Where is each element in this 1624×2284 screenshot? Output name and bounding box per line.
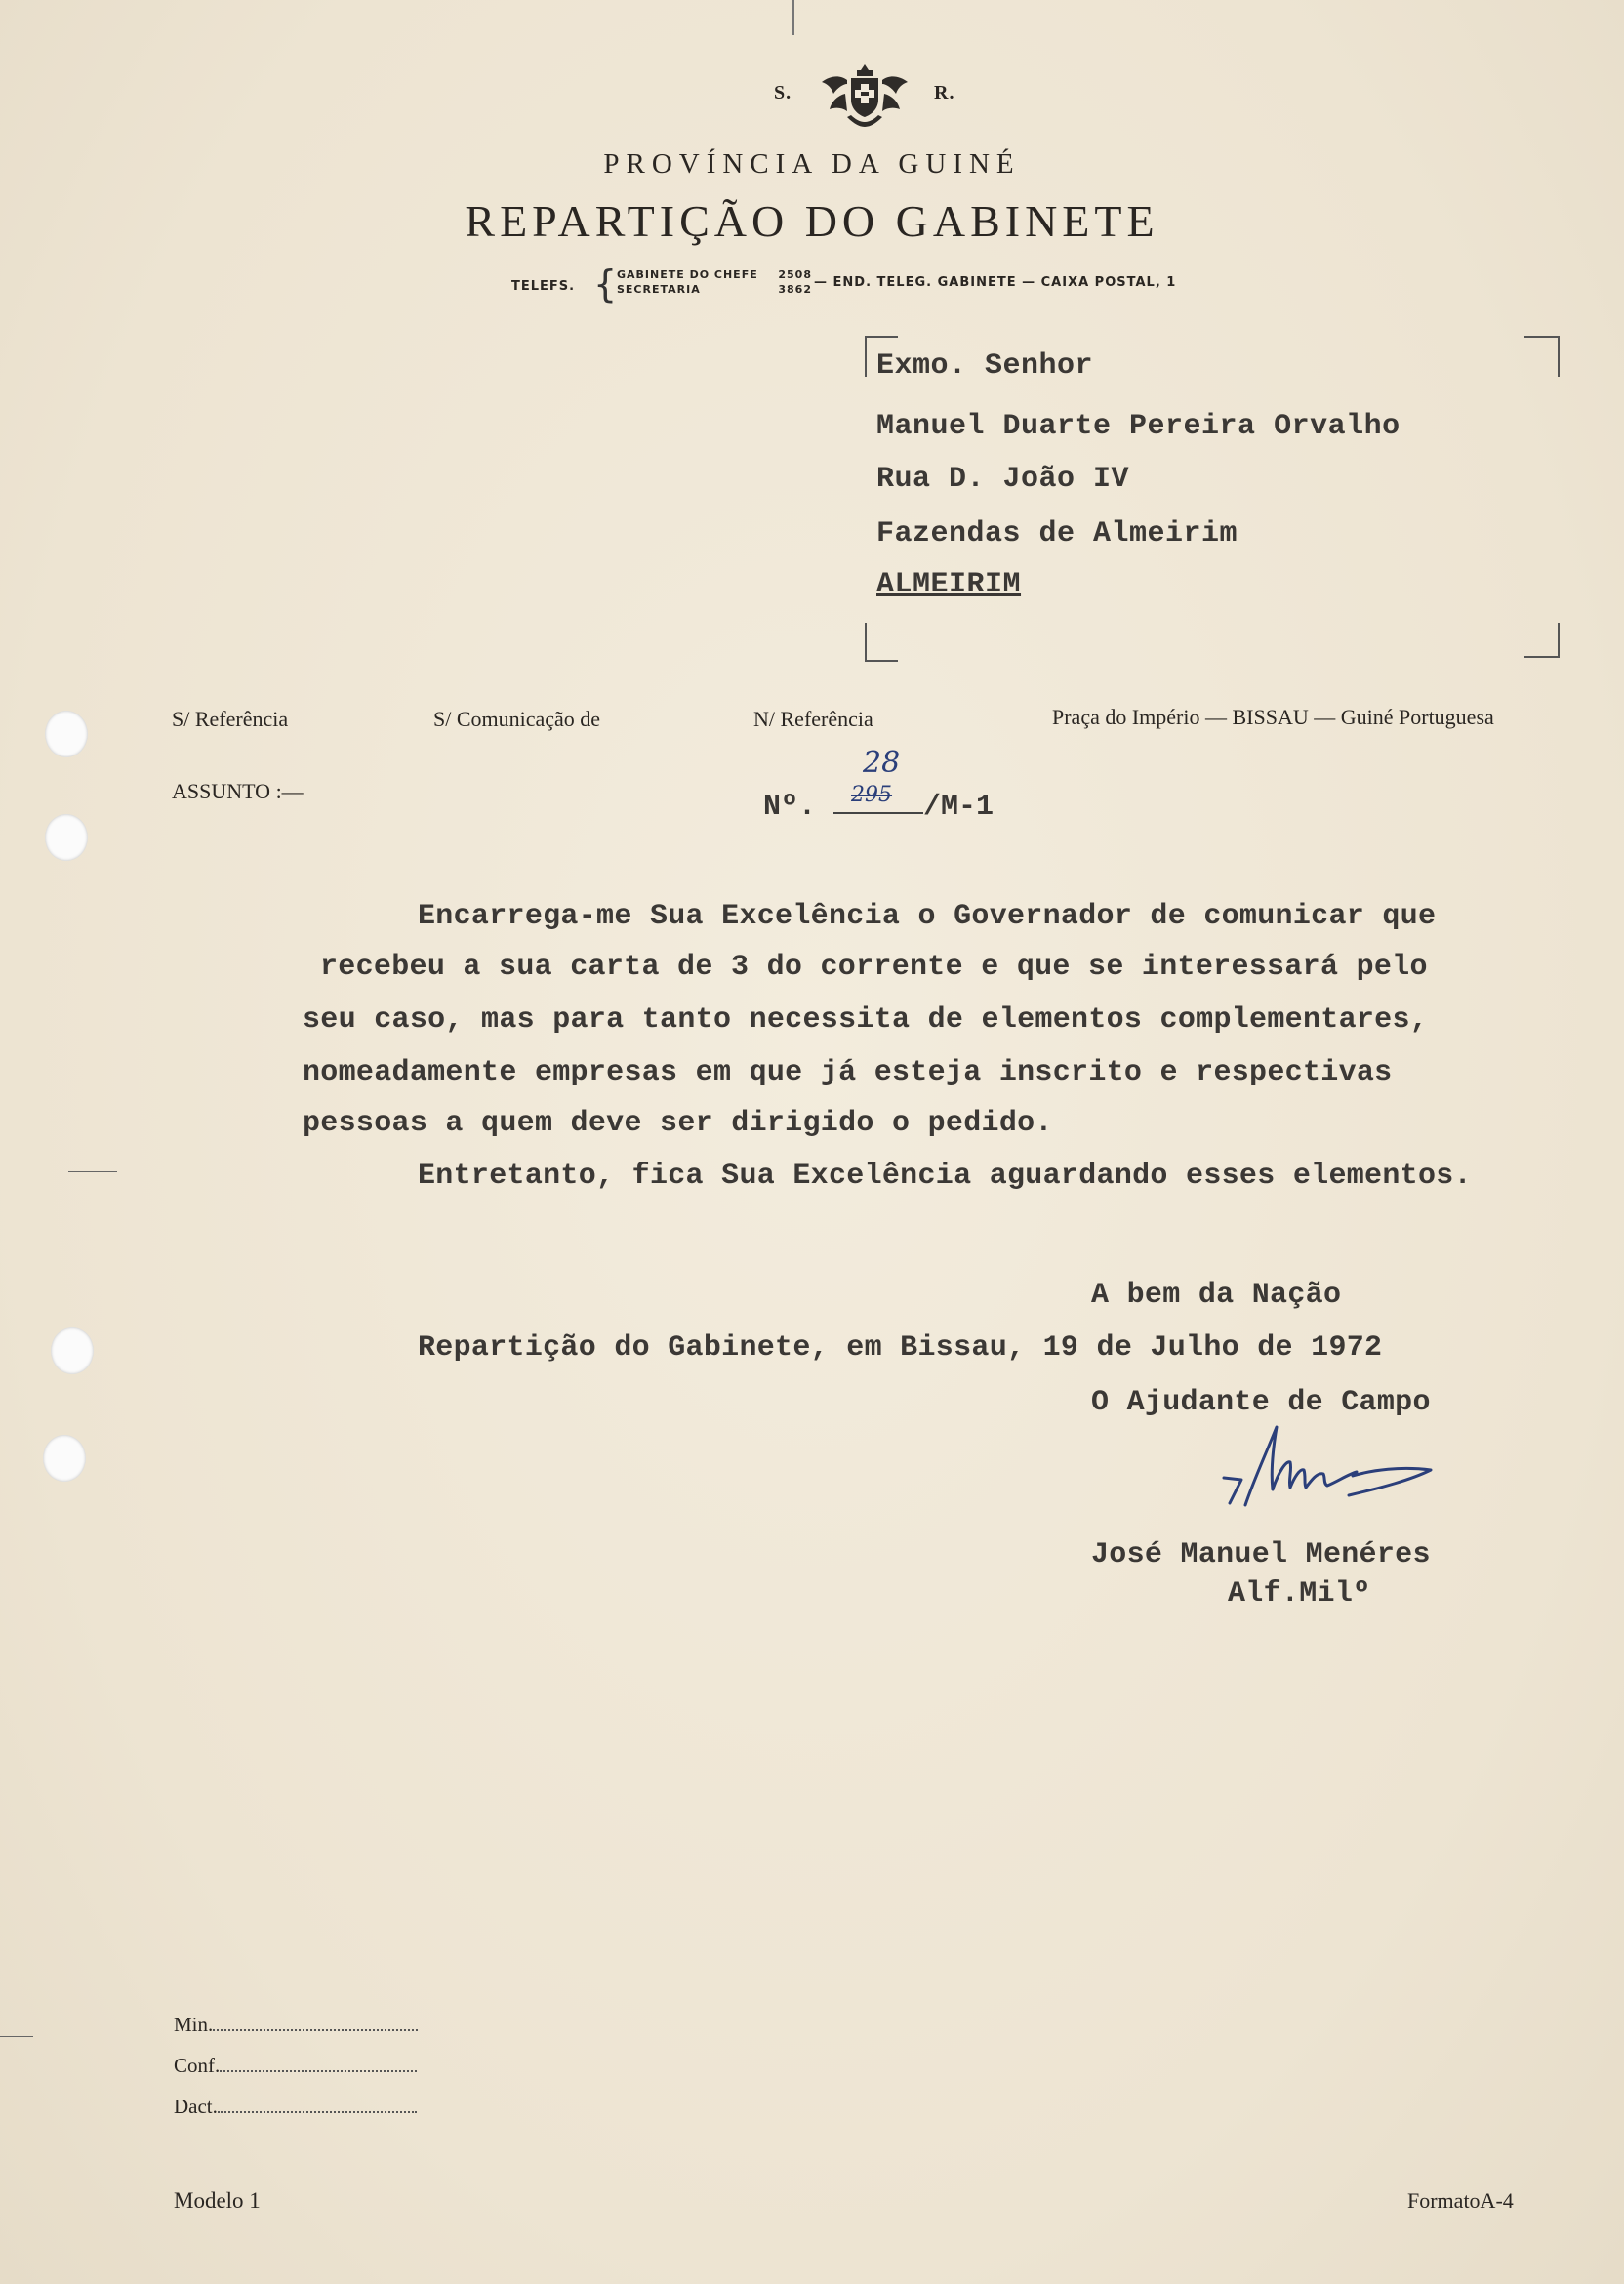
address-bracket-bottom-left — [865, 623, 898, 662]
contact-line — [511, 265, 1253, 305]
body-line: Entretanto, fica Sua Excelência aguardando esses elementos. — [418, 1160, 1472, 1193]
telefs-label: TELEFS. — [511, 279, 576, 294]
addressee-street: Rua D. João IV — [876, 463, 1130, 496]
addressee-salutation: Exmo. Senhor — [876, 349, 1094, 383]
phone-name-chefe: GABINETE DO CHEFE — [617, 268, 758, 281]
reference-number — [763, 746, 995, 824]
address-bracket-bottom-right — [1524, 623, 1560, 658]
body-line: seu caso, mas para tanto necessita de elementos complementares, — [303, 1003, 1429, 1037]
s-referencia-label: S/ Referência — [172, 707, 289, 731]
conf-dotted-line — [220, 2069, 417, 2072]
closing-motto: A bem da Nação — [1091, 1279, 1342, 1312]
punch-hole — [45, 814, 88, 861]
body-line: Encarrega-me Sua Excelência o Governador de comunicar que — [418, 900, 1437, 933]
dact-dotted-line — [218, 2110, 417, 2113]
addressee-city: ALMEIRIM — [876, 568, 1022, 601]
s-letter: S. — [774, 82, 792, 103]
handwritten-number-struck: 295 — [851, 783, 893, 807]
body-line: pessoas a quem deve ser dirigido o pedido. — [303, 1107, 1053, 1140]
body-line: nomeadamente empresas em que já esteja inscrito e respectivas — [303, 1056, 1393, 1089]
handwritten-number: 28 — [863, 746, 901, 780]
closing-place-date: Repartição do Gabinete, em Bissau, 19 de Julho de 1972 — [418, 1331, 1383, 1365]
min-field — [174, 2013, 418, 2037]
punch-hole — [51, 1327, 94, 1374]
dact-field — [174, 2095, 417, 2119]
conf-field — [174, 2054, 417, 2078]
department-title: REPARTIÇÃO DO GABINETE — [465, 196, 1159, 246]
location-label: Praça do Império — BISSAU — Guiné Portuguesa — [1052, 705, 1494, 729]
body-line: recebeu a sua carta de 3 do corrente e que se interessará pelo — [320, 951, 1428, 984]
assunto-label: ASSUNTO :— — [172, 779, 304, 803]
punch-hole — [43, 1435, 86, 1482]
handwritten-signature — [1216, 1421, 1450, 1529]
s-comunicacao-label: S/ Comunicação de — [433, 707, 601, 731]
formato-label: FormatoA-4 — [1407, 2188, 1514, 2213]
phone-num-secretaria: 3862 — [778, 283, 812, 296]
phone-num-chefe: 2508 — [778, 268, 812, 281]
min-label: Min. — [174, 2013, 214, 2036]
r-letter: R. — [934, 82, 955, 103]
phone-list — [617, 267, 812, 297]
phone-name-secretaria: SECRETARIA — [617, 283, 701, 296]
punch-hole — [45, 711, 88, 757]
signer-rank: Alf.Milº — [1228, 1577, 1371, 1611]
addressee-name: Manuel Duarte Pereira Orvalho — [876, 410, 1401, 443]
closing-role: O Ajudante de Campo — [1091, 1386, 1431, 1419]
brace-icon: { — [593, 263, 618, 306]
province-title: PROVÍNCIA DA GUINÉ — [603, 148, 1021, 180]
fold-mark — [792, 0, 794, 35]
modelo-label: Modelo 1 — [174, 2188, 261, 2213]
margin-tick — [68, 1171, 117, 1172]
reference-number-prefix: Nº. — [763, 791, 817, 824]
addressee-locality: Fazendas de Almeirim — [876, 517, 1238, 551]
min-dotted-line — [213, 2028, 418, 2031]
address-bracket-top-right — [1524, 336, 1560, 377]
n-referencia-label: N/ Referência — [753, 707, 873, 731]
reference-number-suffix: /M-1 — [923, 791, 995, 824]
margin-tick — [0, 2036, 33, 2037]
conf-label: Conf. — [174, 2054, 221, 2077]
coat-of-arms-icon — [818, 61, 912, 131]
telegraph-address: — END. TELEG. GABINETE — CAIXA POSTAL, 1 — [814, 275, 1177, 290]
signer-name: José Manuel Menéres — [1091, 1538, 1431, 1571]
dact-label: Dact. — [174, 2095, 218, 2118]
